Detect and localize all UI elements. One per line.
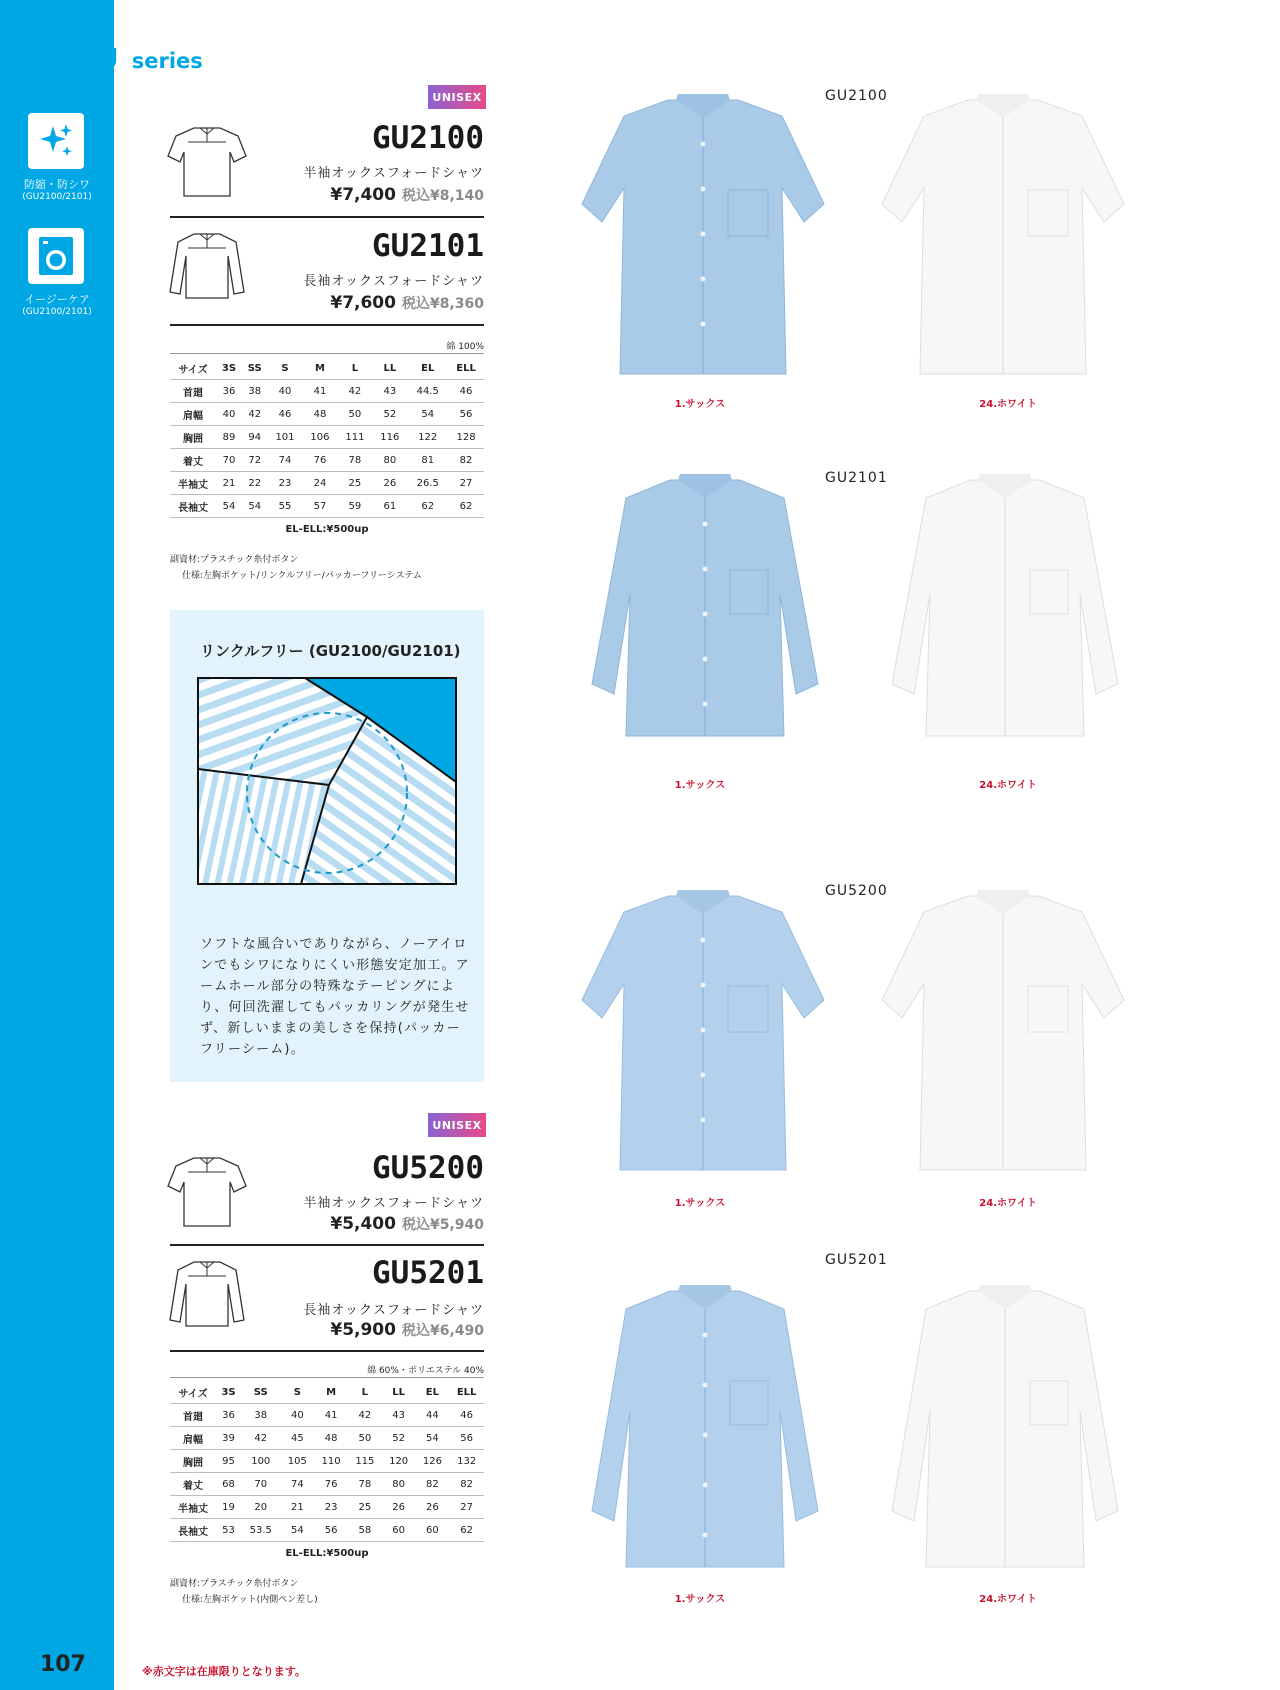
- size-table-cell: 27: [448, 472, 484, 495]
- size-table-cell: 82: [448, 449, 484, 472]
- size-table-cell: 38: [242, 380, 268, 403]
- size-table-cell: 128: [448, 426, 484, 449]
- size-table-cell: 122: [407, 426, 448, 449]
- feature-label-wrinkle: 防縮・防シワ (GU2100/2101): [22, 178, 92, 202]
- divider: [170, 324, 484, 326]
- product-price-gu2100: ¥7,400 税込¥8,140: [330, 185, 484, 205]
- size-table-header-cell: S: [280, 1381, 314, 1404]
- size-table-cell: 82: [416, 1473, 450, 1496]
- size-table-cell: 26: [372, 472, 407, 495]
- size-table-cell: 70: [216, 449, 242, 472]
- size-table-cell: 74: [280, 1473, 314, 1496]
- size-table-row-label: 着丈: [170, 449, 216, 472]
- size-table-cell: 42: [241, 1427, 280, 1450]
- feature-label-easycare: イージーケア (GU2100/2101): [22, 293, 92, 317]
- size-table-cell: 38: [241, 1404, 280, 1427]
- size-table-cell: 50: [348, 1427, 382, 1450]
- shirt-photo-gu5200-white: [868, 890, 1138, 1182]
- divider: [170, 353, 484, 354]
- short-sleeve-shirt-icon: [166, 122, 248, 202]
- size-table-cell: 54: [280, 1519, 314, 1542]
- size-table-header-cell: 3S: [216, 357, 242, 380]
- footnote: ※赤文字は在庫限りとなります。: [142, 1665, 306, 1678]
- size-table-cell: 25: [348, 1496, 382, 1519]
- size-table-cell: 60: [382, 1519, 416, 1542]
- size-table-footer: [170, 518, 484, 541]
- material-label: 綿 60%・ポリエステル 40%: [367, 1366, 484, 1376]
- size-table-cell: 74: [268, 449, 303, 472]
- size-table-cell: 120: [382, 1450, 416, 1473]
- size-surcharge-note: EL-ELL:¥500up: [285, 523, 369, 535]
- size-table-header-cell: L: [337, 357, 372, 380]
- size-table-cell: 60: [416, 1519, 450, 1542]
- product-name-gu5200: 半袖オックスフォードシャツ: [303, 1196, 484, 1211]
- size-table-cell: 21: [216, 472, 242, 495]
- size-table-cell: 25: [337, 472, 372, 495]
- product-name-gu2101: 長袖オックスフォードシャツ: [303, 274, 484, 289]
- size-table-header-cell: L: [348, 1381, 382, 1404]
- size-table-cell: 42: [337, 380, 372, 403]
- size-table-cell: 36: [216, 380, 242, 403]
- size-table-cell: 44: [416, 1404, 450, 1427]
- size-table-cell: 115: [348, 1450, 382, 1473]
- size-table-cell: 111: [337, 426, 372, 449]
- size-table-row: [170, 1404, 484, 1427]
- product-price-gu5200: ¥5,400 税込¥5,940: [330, 1214, 484, 1234]
- size-table-header: [170, 357, 484, 380]
- size-table-cell: 72: [242, 449, 268, 472]
- size-table-row: [170, 1473, 484, 1496]
- product-code-gu5201: GU5201: [372, 1255, 484, 1291]
- size-table-cell: 56: [448, 403, 484, 426]
- size-table-cell: 23: [314, 1496, 348, 1519]
- size-table-row: [170, 1450, 484, 1473]
- size-table-cell: 126: [416, 1450, 450, 1473]
- size-table-row: [170, 449, 484, 472]
- size-table-cell: 54: [242, 495, 268, 518]
- section-heading: GU5201: [825, 1252, 888, 1268]
- size-table-cell: 101: [268, 426, 303, 449]
- size-table-cell: 22: [242, 472, 268, 495]
- section-heading: GU2100: [825, 88, 888, 104]
- size-table-cell: 54: [407, 403, 448, 426]
- size-table-cell: 57: [302, 495, 337, 518]
- size-table-header-cell: EL: [407, 357, 448, 380]
- size-table-row: [170, 380, 484, 403]
- size-table-row-label: 半袖丈: [170, 472, 216, 495]
- shirt-photo-gu2101-white: [870, 474, 1140, 744]
- spec-notes: 副資材:プラスチック糸付ボタン 仕様:左胸ポケット/リンクルフリー/パッカーフリーシステム: [170, 555, 422, 581]
- size-table-cell: 43: [382, 1404, 416, 1427]
- size-table-cell: 54: [216, 495, 242, 518]
- size-table-header-cell: ELL: [449, 1381, 484, 1404]
- size-table-cell: 21: [280, 1496, 314, 1519]
- feature-badge-easycare: [28, 228, 84, 284]
- size-table-cell: 54: [416, 1427, 450, 1450]
- size-table-row-label: 半袖丈: [170, 1496, 216, 1519]
- size-table-cell: 132: [449, 1450, 484, 1473]
- size-table-cell: 105: [280, 1450, 314, 1473]
- size-table-cell: 23: [268, 472, 303, 495]
- shirt-photo-gu5201-white: [870, 1285, 1140, 1575]
- size-table-cell: 26.5: [407, 472, 448, 495]
- size-table-cell: 36: [216, 1404, 241, 1427]
- section-heading: GU2101: [825, 470, 888, 486]
- size-table-cell: 20: [241, 1496, 280, 1519]
- size-table-row: [170, 495, 484, 518]
- shirt-photo-gu2100-sax: [568, 94, 838, 386]
- size-table-row-label: 首廻: [170, 1404, 216, 1427]
- size-table-header-cell: サイズ: [170, 1381, 216, 1404]
- size-table-cell: 40: [216, 403, 242, 426]
- size-table-cell: 61: [372, 495, 407, 518]
- size-table-cell: 48: [314, 1427, 348, 1450]
- size-table-row: [170, 426, 484, 449]
- size-table-cell: 42: [348, 1404, 382, 1427]
- size-table-cell: 50: [337, 403, 372, 426]
- size-table-cell: 78: [348, 1473, 382, 1496]
- size-table-cell: 48: [302, 403, 337, 426]
- size-table-header-cell: SS: [242, 357, 268, 380]
- size-table-header-cell: ELL: [448, 357, 484, 380]
- size-table-cell: 41: [302, 380, 337, 403]
- size-table-cell: 81: [407, 449, 448, 472]
- size-table-cell: 27: [449, 1496, 484, 1519]
- divider: [170, 1350, 484, 1352]
- unisex-badge: UNISEX: [428, 1113, 486, 1137]
- wrinkle-free-panel: [170, 610, 484, 1082]
- size-table-row: [170, 1427, 484, 1450]
- washing-machine-icon: [37, 236, 75, 276]
- color-label: 1.サックス: [674, 1198, 726, 1209]
- color-label: 24.ホワイト: [979, 1594, 1037, 1605]
- long-sleeve-shirt-icon: [166, 230, 248, 302]
- color-label: 1.サックス: [674, 1594, 726, 1605]
- size-table-cell: 100: [241, 1450, 280, 1473]
- size-table-cell: 40: [280, 1404, 314, 1427]
- size-table-cell: 24: [302, 472, 337, 495]
- size-table-cell: 26: [382, 1496, 416, 1519]
- size-table-cell: 41: [314, 1404, 348, 1427]
- product-name-gu2100: 半袖オックスフォードシャツ: [303, 166, 484, 181]
- size-table-header-cell: M: [314, 1381, 348, 1404]
- material-label: 綿 100%: [446, 342, 484, 352]
- divider: [170, 1377, 484, 1378]
- color-label: 24.ホワイト: [979, 780, 1037, 791]
- size-table-cell: 45: [280, 1427, 314, 1450]
- size-table-row: [170, 1496, 484, 1519]
- size-table-header-cell: S: [268, 357, 303, 380]
- short-sleeve-shirt-icon: [166, 1152, 248, 1232]
- divider: [170, 216, 484, 218]
- feature-badge-wrinkle: [28, 113, 84, 169]
- size-table-row-label: 胸囲: [170, 426, 216, 449]
- size-table-cell: 40: [268, 380, 303, 403]
- size-table-row-label: 長袖丈: [170, 1519, 216, 1542]
- size-table: [170, 357, 484, 540]
- size-table-cell: 52: [372, 403, 407, 426]
- shirt-photo-gu5200-sax: [568, 890, 838, 1182]
- size-table-header-cell: LL: [372, 357, 407, 380]
- size-table-footer: [170, 1542, 484, 1565]
- size-table-cell: 53.5: [241, 1519, 280, 1542]
- section-heading: GU5200: [825, 883, 888, 899]
- color-label: 1.サックス: [674, 780, 726, 791]
- size-table-cell: 76: [314, 1473, 348, 1496]
- size-table-header-cell: LL: [382, 1381, 416, 1404]
- product-code-gu2100: GU2100: [372, 120, 484, 156]
- shirt-photo-gu2100-white: [868, 94, 1138, 386]
- size-table-header: [170, 1381, 484, 1404]
- size-table-cell: 82: [449, 1473, 484, 1496]
- page-number: 107: [40, 1652, 86, 1677]
- size-table-cell: 46: [449, 1404, 484, 1427]
- size-table-cell: 53: [216, 1519, 241, 1542]
- size-table-cell: 55: [268, 495, 303, 518]
- size-table-cell: 95: [216, 1450, 241, 1473]
- size-table-row-label: 首廻: [170, 380, 216, 403]
- size-table-cell: 94: [242, 426, 268, 449]
- size-table-cell: 59: [337, 495, 372, 518]
- fabric-diagram: [197, 677, 457, 885]
- size-table-cell: 58: [348, 1519, 382, 1542]
- size-table-row-label: 肩幅: [170, 403, 216, 426]
- size-table-row: [170, 1519, 484, 1542]
- color-label: 1.サックス: [674, 399, 726, 410]
- shirt-photo-gu2101-sax: [570, 474, 840, 744]
- size-table-cell: 80: [372, 449, 407, 472]
- product-code-gu2101: GU2101: [372, 228, 484, 264]
- size-table-cell: 110: [314, 1450, 348, 1473]
- size-table-cell: 42: [242, 403, 268, 426]
- color-label: 24.ホワイト: [979, 399, 1037, 410]
- size-table-header-cell: SS: [241, 1381, 280, 1404]
- size-table-cell: 46: [268, 403, 303, 426]
- size-table: [170, 1381, 484, 1564]
- shirt-photo-gu5201-sax: [570, 1285, 840, 1575]
- size-table-cell: 26: [416, 1496, 450, 1519]
- size-table-cell: 62: [448, 495, 484, 518]
- wrinkle-free-title: リンクルフリー (GU2100/GU2101): [200, 642, 461, 660]
- size-table-cell: 56: [449, 1427, 484, 1450]
- size-table-cell: 46: [448, 380, 484, 403]
- size-table-cell: 78: [337, 449, 372, 472]
- series-title: GU series: [72, 42, 203, 75]
- product-price-gu2101: ¥7,600 税込¥8,360: [330, 293, 484, 313]
- size-table-cell: 89: [216, 426, 242, 449]
- size-table-cell: 106: [302, 426, 337, 449]
- size-table-header-cell: サイズ: [170, 357, 216, 380]
- size-table-cell: 39: [216, 1427, 241, 1450]
- size-table-cell: 19: [216, 1496, 241, 1519]
- sparkle-icon: [37, 122, 75, 160]
- size-table-cell: 76: [302, 449, 337, 472]
- unisex-badge: UNISEX: [428, 85, 486, 109]
- divider: [170, 1244, 484, 1246]
- size-table-cell: 62: [449, 1519, 484, 1542]
- long-sleeve-shirt-icon: [166, 1258, 248, 1330]
- size-table-header-cell: M: [302, 357, 337, 380]
- size-table-row: [170, 403, 484, 426]
- size-table-cell: 70: [241, 1473, 280, 1496]
- product-price-gu5201: ¥5,900 税込¥6,490: [330, 1320, 484, 1340]
- size-table-cell: 68: [216, 1473, 241, 1496]
- product-name-gu5201: 長袖オックスフォードシャツ: [303, 1303, 484, 1318]
- size-table-row-label: 肩幅: [170, 1427, 216, 1450]
- size-table-header-cell: 3S: [216, 1381, 241, 1404]
- size-table-cell: 62: [407, 495, 448, 518]
- spec-notes: 副資材:プラスチック糸付ボタン 仕様:左胸ポケット(内側ペン差し): [170, 1579, 318, 1605]
- size-table-row-label: 長袖丈: [170, 495, 216, 518]
- product-code-gu5200: GU5200: [372, 1150, 484, 1186]
- size-table-cell: 43: [372, 380, 407, 403]
- size-table-cell: 52: [382, 1427, 416, 1450]
- size-table-cell: 44.5: [407, 380, 448, 403]
- wrinkle-free-description: ソフトな風合いでありながら、ノーアイロンでもシワになりにくい形態安定加工。アームホール部分の特殊なテーピングにより、何回洗濯してもパッカリングが発生せず、新しいままの美しさを保持(パッカーフリーシーム)。: [200, 937, 470, 1057]
- size-table-cell: 80: [382, 1473, 416, 1496]
- size-table-row: [170, 472, 484, 495]
- size-table-cell: 56: [314, 1519, 348, 1542]
- size-table-header-cell: EL: [416, 1381, 450, 1404]
- size-surcharge-note: EL-ELL:¥500up: [285, 1547, 369, 1559]
- size-table-row-label: 胸囲: [170, 1450, 216, 1473]
- color-label: 24.ホワイト: [979, 1198, 1037, 1209]
- size-table-row-label: 着丈: [170, 1473, 216, 1496]
- size-table-cell: 116: [372, 426, 407, 449]
